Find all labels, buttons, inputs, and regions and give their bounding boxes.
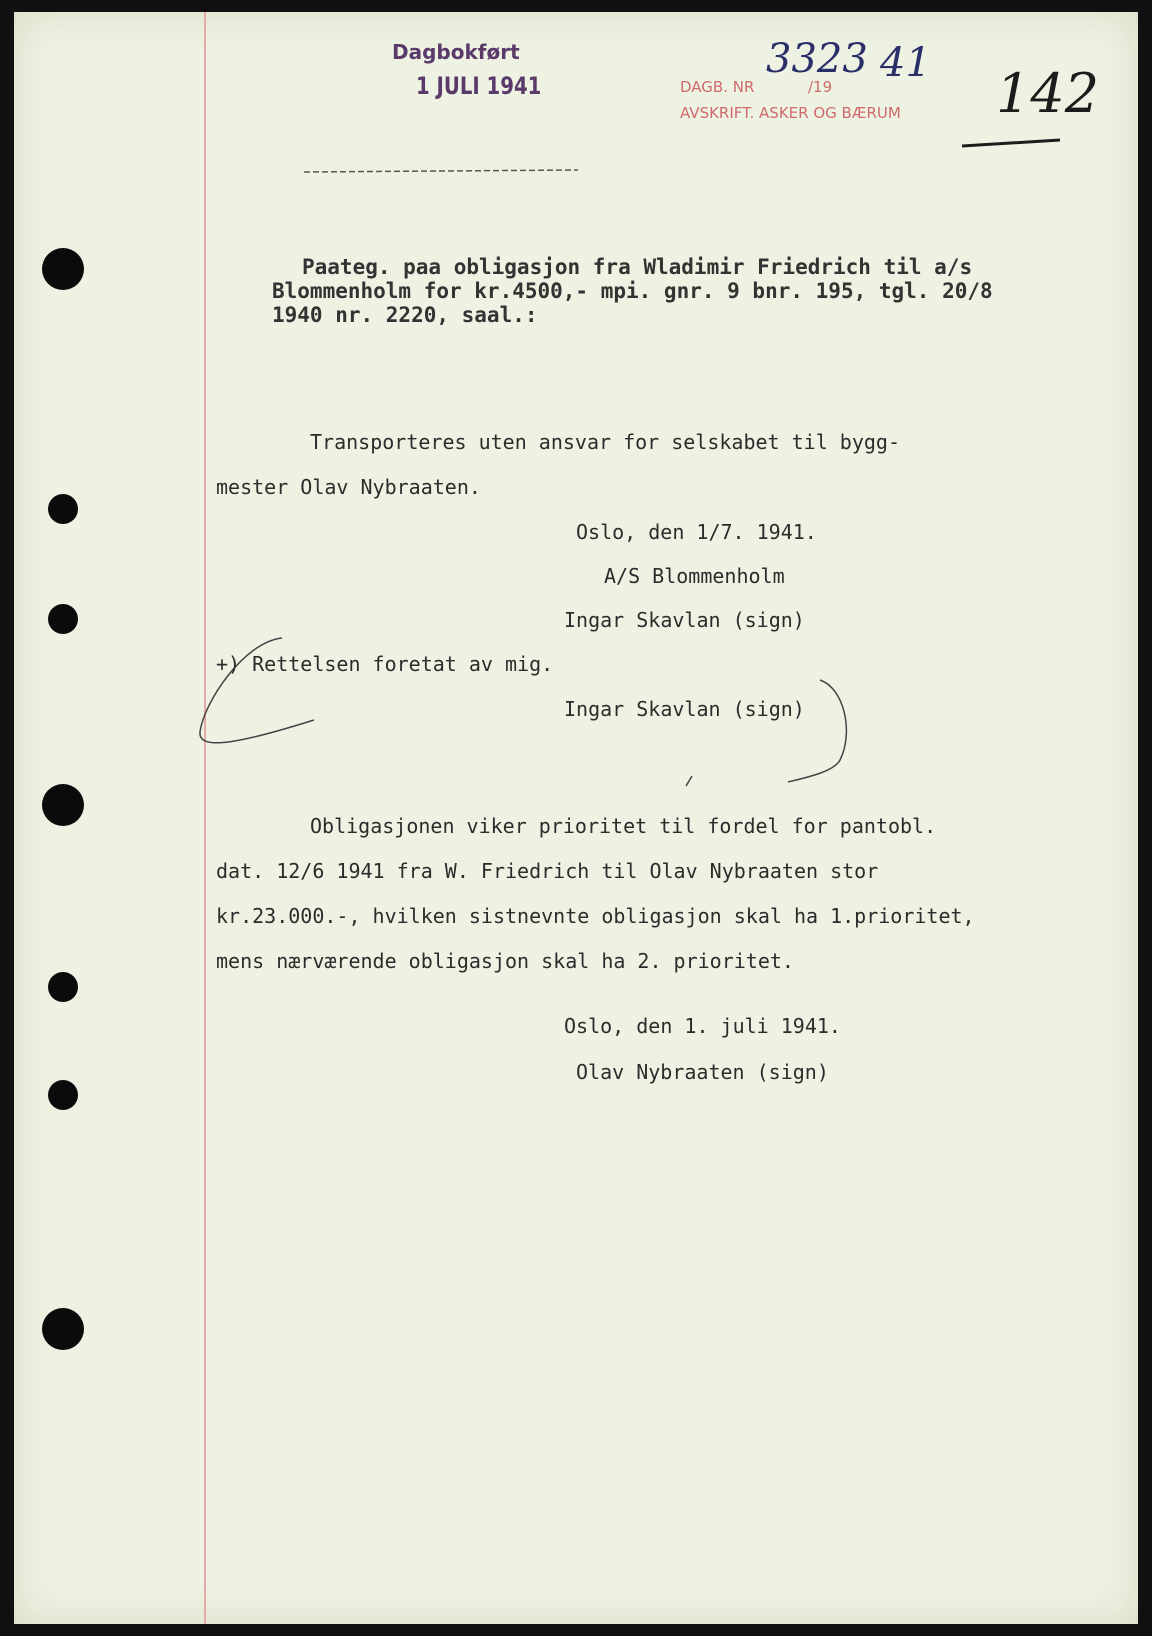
copy-office: AVSKRIFT. ASKER OG BÆRUM: [680, 104, 901, 122]
journal-year-prefix: /19: [808, 78, 833, 96]
journal-number: 3323: [766, 36, 868, 82]
page-number-underline: [962, 140, 1060, 146]
endorsement-2-place-date: Oslo, den 1. juli 1941.: [564, 1014, 841, 1038]
endorsement-2-signature: Olav Nybraaten (sign): [576, 1060, 829, 1084]
endorsement-2-line: mens nærværende obligasjon skal ha 2. prioritet.: [216, 949, 794, 973]
journal-prefix: DAGB. NR: [680, 78, 755, 96]
endorsement-2-line: Obligasjonen viker prioritet til fordel for pantobl.: [310, 814, 937, 838]
registration-label: Dagbokført: [392, 40, 520, 64]
document-page: [14, 12, 1138, 1624]
registration-date: 1 JULI 1941: [416, 72, 542, 100]
endorsement-1-signature: Ingar Skavlan (sign): [564, 608, 805, 632]
pen-tick: [686, 776, 692, 786]
endorsement-1-line: mester Olav Nybraaten.: [216, 475, 481, 499]
dashed-rule: [304, 170, 578, 172]
endorsement-2-line: kr.23.000.-, hvilken sistnevnte obligasjon skal ha 1.prioritet,: [216, 904, 975, 928]
correction-note: +) Rettelsen foretat av mig.: [216, 652, 554, 676]
endorsement-1-place-date: Oslo, den 1/7. 1941.: [576, 520, 817, 544]
heading-line: Blommenholm for kr.4500,- mpi. gnr. 9 bnr. 195, tgl. 20/8: [272, 279, 993, 303]
signature-bracket: [788, 680, 846, 782]
page-number: 142: [996, 62, 1100, 125]
endorsement-2-line: dat. 12/6 1941 fra W. Friedrich til Olav Nybraaten stor: [216, 859, 879, 883]
heading-line: Paateg. paa obligasjon fra Wladimir Friedrich til a/s: [302, 255, 973, 279]
endorsement-1-signature: Ingar Skavlan (sign): [564, 697, 805, 721]
endorsement-1-company: A/S Blommenholm: [604, 564, 785, 588]
journal-year: 41: [880, 40, 931, 86]
heading-line: 1940 nr. 2220, saal.:: [272, 303, 538, 327]
endorsement-1-line: Transporteres uten ansvar for selskabet til bygg-: [310, 430, 901, 454]
